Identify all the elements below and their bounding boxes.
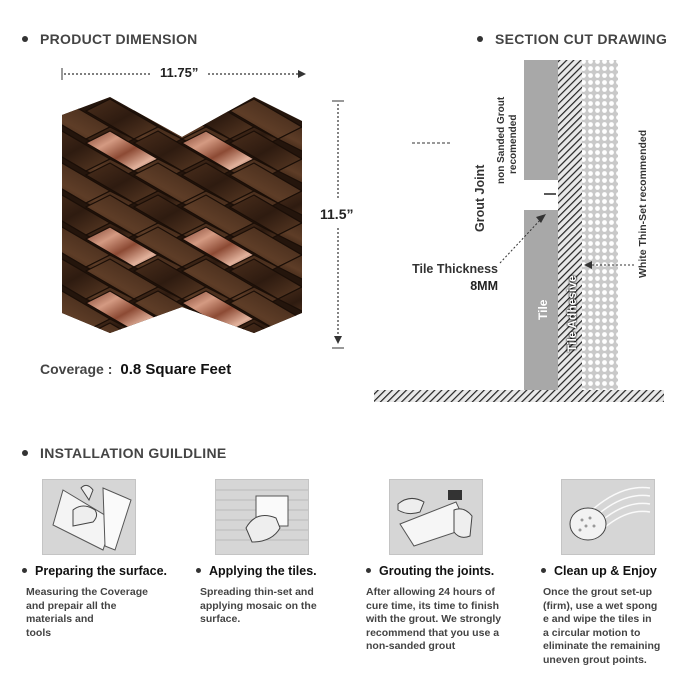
herringbone-tile-image: [62, 97, 302, 337]
step-2-desc-line: Spreading thin-set and: [200, 586, 314, 598]
trowel-hand-icon: [216, 480, 308, 554]
step-1-desc-line: materials and: [26, 613, 94, 625]
step-3-title-text: Grouting the joints.: [379, 564, 495, 578]
step-1-desc-line: tools: [26, 626, 52, 639]
step-3-desc: [366, 586, 501, 654]
step-4-desc-line: eliminate the remaining: [543, 640, 661, 652]
step-3-desc-line: cure time, its time to finish: [366, 599, 500, 612]
step-1-title-text: Preparing the surface.: [35, 564, 167, 578]
step-2-title-text: Applying the tiles.: [209, 564, 317, 578]
tile-adhesive-label: Tile Adhesive: [565, 275, 579, 352]
step-4-desc-line: e and wipe the tiles in: [543, 613, 652, 625]
sponge-wipe-icon: [562, 480, 654, 554]
step-4-desc: [543, 586, 660, 667]
step-bullet: [22, 568, 27, 573]
step-1-desc: [26, 586, 148, 640]
section-cut-diagram: [370, 58, 670, 408]
section-cut-heading: [477, 31, 667, 47]
height-dimension-line: [330, 98, 346, 354]
product-dimension-heading: [22, 31, 198, 47]
step-1-title: [22, 564, 167, 578]
coverage-value: 0.8 Square Feet: [120, 361, 232, 378]
step-bullet: [196, 568, 201, 573]
step-bullet: [366, 568, 371, 573]
step-1-desc-line: and prepair all the: [26, 599, 117, 612]
step-4-desc-line: uneven grout points.: [543, 653, 647, 666]
section-cut-heading-text: SECTION CUT DRAWING: [495, 31, 668, 47]
tile-thickness-label: Tile Thickness: [412, 262, 498, 276]
step-2-desc: [200, 586, 317, 627]
tile-label: Tile: [536, 299, 550, 320]
step-bullet: [541, 568, 546, 573]
step-4-desc-line: Once the grout set-up: [543, 586, 653, 598]
step-4-title-text: Clean up & Enjoy: [554, 564, 657, 578]
step-1-image: [42, 479, 136, 555]
step-3-title: [366, 564, 494, 578]
step-4-image: [561, 479, 655, 555]
heading-bullet: [477, 36, 483, 42]
tile-plank: [278, 319, 302, 337]
grout-note-line2: recomended: [508, 114, 519, 174]
grout-float-icon: [390, 480, 482, 554]
product-dimension-heading-text: PRODUCT DIMENSION: [40, 31, 198, 47]
measuring-hand-icon: [43, 480, 135, 554]
step-1-desc-line: Measuring the Coverage: [26, 586, 148, 598]
step-2-title: [196, 564, 317, 578]
step-4-desc-line: a circular motion to: [543, 626, 641, 639]
step-3-desc-line: with the grout. We strongly: [366, 613, 502, 625]
step-3-desc-line: After allowing 24 hours of: [366, 586, 495, 598]
installation-heading-text: INSTALLATION GUILDLINE: [40, 445, 227, 461]
step-3-image: [389, 479, 483, 555]
step-4-title: [541, 564, 657, 578]
step-3-desc-line: recommend that you use a: [366, 626, 500, 639]
step-4-desc-line: (firm), use a wet spong: [543, 599, 658, 612]
grout-note-line1: non Sanded Grout: [496, 96, 507, 184]
step-2-image: [215, 479, 309, 555]
step-3-desc-line: non-sanded grout: [366, 640, 456, 652]
grout-joint-label: Grout Joint: [473, 164, 487, 232]
step-2-desc-line: surface.: [200, 613, 241, 625]
installation-heading: [22, 445, 227, 461]
height-label: 11.5”: [320, 206, 354, 222]
coverage-label: Coverage :: [40, 361, 113, 377]
heading-bullet: [22, 450, 28, 456]
step-2-desc-line: applying mosaic on the: [200, 599, 317, 612]
coverage-line: [40, 361, 231, 378]
tile-thickness-value: 8MM: [470, 279, 498, 293]
thinset-note: White Thin-Set recommended: [637, 129, 649, 278]
heading-bullet: [22, 36, 28, 42]
width-label: 11.75”: [160, 65, 199, 80]
tile-plank: [134, 323, 206, 337]
